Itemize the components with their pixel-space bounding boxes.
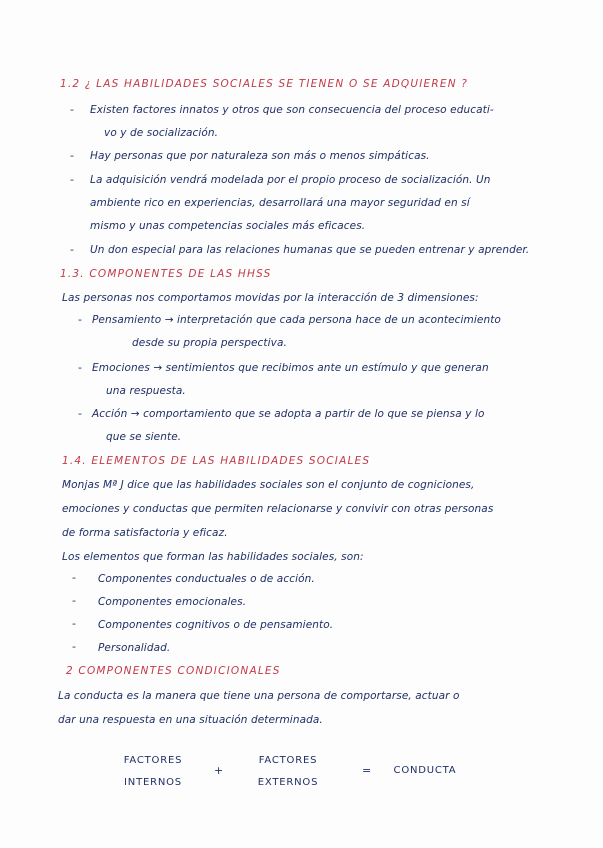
text-line: Hay personas que por naturaleza son más o menos simpáticas.: [90, 150, 430, 162]
bullet-dash: -: [72, 571, 76, 584]
bullet-dash: -: [78, 313, 82, 326]
section-1-3-heading: 1.3. COMPONENTES DE LAS HHSS: [60, 268, 272, 280]
section-1-2-heading: 1.2 ¿ LAS HABILIDADES SOCIALES SE TIENEN O SE ADQUIEREN ?: [60, 78, 469, 90]
text-line: Existen factores innatos y otros que son consecuencia del proceso educati-: [90, 104, 494, 116]
formula-term1-line1: FACTORES: [123, 755, 183, 766]
text-line: dar una respuesta en una situación determinada.: [58, 714, 323, 726]
text-line: desde su propia perspectiva.: [132, 337, 287, 349]
bullet-dash: -: [78, 407, 82, 420]
text-line: vo y de socialización.: [104, 127, 219, 139]
plus-sign: +: [214, 764, 224, 777]
bullet-dash: -: [72, 594, 76, 607]
bullet-dash: -: [70, 149, 74, 162]
text-line: Monjas Mª J dice que las habilidades sociales son el conjunto de cogniciones,: [62, 479, 475, 491]
text-line: Un don especial para las relaciones humanas que se pueden entrenar y aprender.: [90, 244, 530, 256]
text-line: mismo y unas competencias sociales más eficaces.: [90, 220, 366, 232]
text-line: Componentes emocionales.: [98, 596, 247, 608]
formula-external-factors: [238, 750, 338, 794]
text-line: de forma satisfactoria y eficaz.: [62, 527, 228, 539]
text-line: Los elementos que forman las habilidades sociales, son:: [62, 551, 364, 563]
bullet-dash: -: [72, 640, 76, 653]
text-line: ambiente rico en experiencias, desarrollará una mayor seguridad en sí: [90, 197, 470, 209]
formula-internal-factors: [108, 750, 198, 794]
text-line: Componentes cognitivos o de pensamiento.: [98, 619, 334, 631]
text-line: La adquisición vendrá modelada por el propio proceso de socialización. Un: [90, 174, 491, 186]
formula-term2-line1: FACTORES: [258, 755, 318, 766]
text-line: que se siente.: [106, 431, 182, 443]
text-line: Las personas nos comportamos movidas por la interacción de 3 dimensiones:: [62, 292, 479, 304]
bullet-dash: -: [70, 243, 74, 256]
text-line: Personalidad.: [98, 642, 171, 654]
equals-sign: =: [362, 764, 372, 777]
text-line: La conducta es la manera que tiene una persona de comportarse, actuar o: [58, 690, 460, 702]
section-2-heading: 2 COMPONENTES CONDICIONALES: [66, 665, 281, 677]
section-1-4-heading: 1.4. ELEMENTOS DE LAS HABILIDADES SOCIALES: [62, 455, 371, 467]
text-line: Emociones → sentimientos que recibimos ante un estímulo y que generan: [92, 362, 489, 374]
text-line: emociones y conductas que permiten relacionarse y convivir con otras personas: [62, 503, 494, 515]
text-line: Acción → comportamiento que se adopta a partir de lo que se piensa y lo: [92, 408, 485, 420]
formula-term2-line2: EXTERNOS: [257, 777, 319, 788]
formula-result: CONDUCTA: [393, 765, 457, 776]
text-line: Componentes conductuales o de acción.: [98, 573, 315, 585]
formula-term1-line2: INTERNOS: [124, 777, 182, 788]
bullet-dash: -: [70, 173, 74, 186]
bullet-dash: -: [72, 617, 76, 630]
bullet-dash: -: [70, 103, 74, 116]
bullet-dash: -: [78, 361, 82, 374]
text-line: Pensamiento → interpretación que cada persona hace de un acontecimiento: [92, 314, 501, 326]
text-line: una respuesta.: [106, 385, 186, 397]
